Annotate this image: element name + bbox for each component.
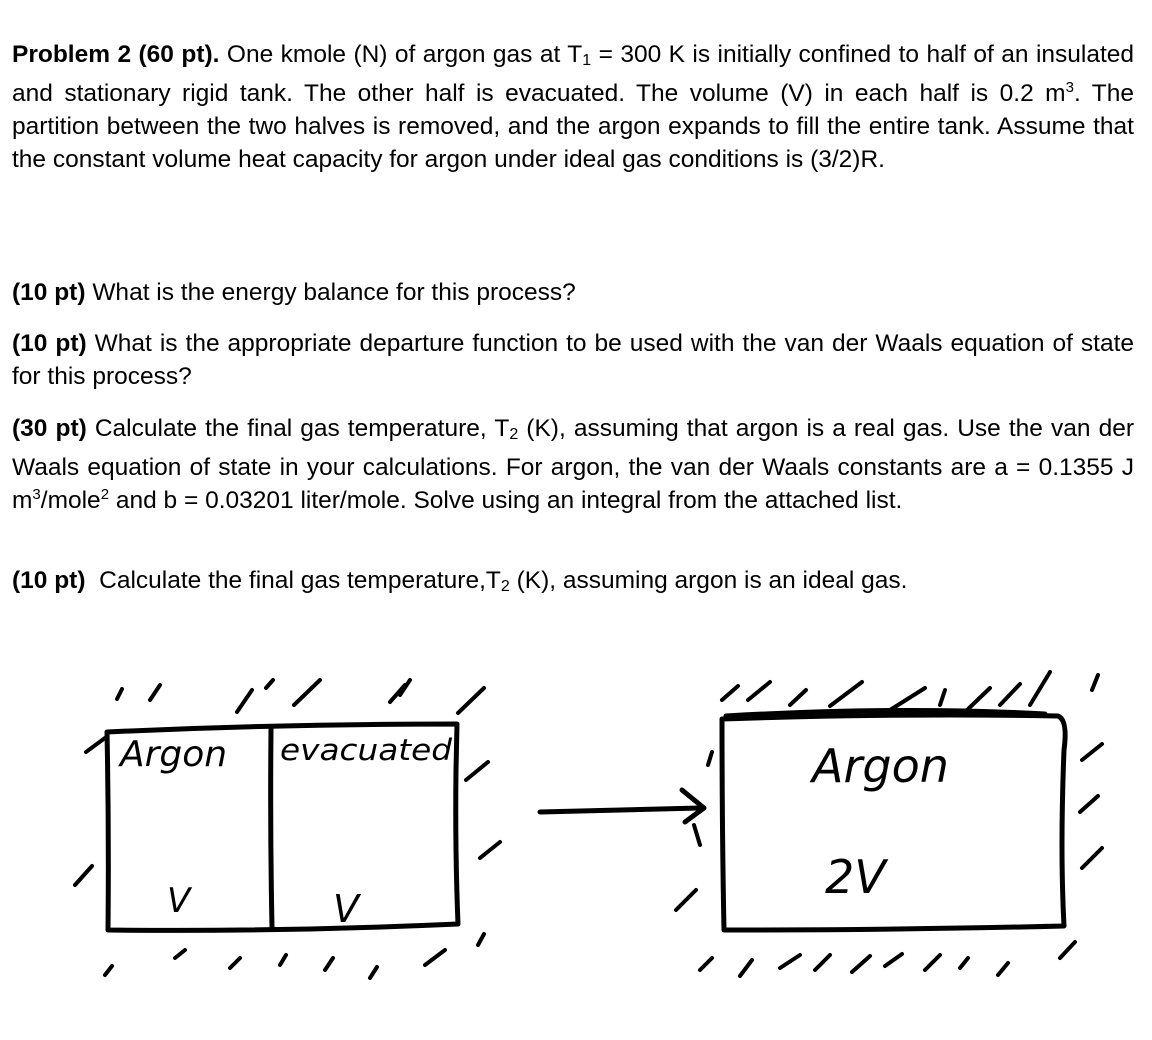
question-1 — [12, 276, 1134, 309]
t2-subscript: 2 — [509, 426, 519, 443]
question-3 — [12, 412, 1134, 517]
right-tank-volume-label: 2V — [825, 850, 886, 904]
question-4-points: (10 pt) — [12, 567, 86, 594]
question-2-text: What is the appropriate departure function to be used with the van der Waals equation of state for this process? — [12, 330, 1135, 390]
t1-subscript: 1 — [582, 52, 592, 69]
left-tank-argon-label: Argon — [120, 734, 228, 775]
question-1-text: What is the energy balance for this process? — [92, 279, 576, 306]
intro-superscript: 3 — [1065, 79, 1074, 96]
question-3-text-b: (K), assuming that argon is a real gas. Use the van der Waals equation of state in your calculations. For argon, the van der Waals constants are a = 0.1355 J m — [12, 415, 1134, 514]
problem-statement — [12, 38, 1134, 176]
question-3-text-a: Calculate the final gas temperature, T — [94, 415, 510, 442]
intro-text-3: . The partition between the two halves is removed, and the argon expands to fill the entire tank. Assume that the constant volume heat capacity for argon under ideal gas conditions is (3/2)R. — [12, 80, 1134, 173]
mole2-superscript: 2 — [100, 486, 110, 503]
question-4 — [12, 564, 1134, 603]
intro-text-1: One kmole (N) of argon gas at T — [226, 41, 583, 68]
intro-text-2: = 300 K is initially confined to half of an insulated and stationary rigid tank. The other half is evacuated. The volume (V) in each half is 0.2 m — [12, 41, 1135, 107]
expansion-diagram — [0, 650, 1152, 1040]
left-tank-volume-label: V — [167, 881, 191, 921]
t2-subscript-ideal: 2 — [500, 578, 510, 595]
question-2 — [12, 327, 1134, 393]
problem-heading: Problem 2 (60 pt). — [12, 41, 220, 68]
question-3-text-c: /mole — [40, 487, 101, 514]
question-1-points: (10 pt) — [12, 279, 86, 306]
right-half-volume-label: V — [333, 887, 359, 931]
question-3-text-d: and b = 0.03201 liter/mole. Solve using an integral from the attached list. — [115, 487, 903, 514]
question-4-text-a: Calculate the final gas temperature,T — [99, 567, 501, 594]
question-2-points: (10 pt) — [12, 330, 87, 357]
question-3-points: (30 pt) — [12, 415, 87, 442]
m3-superscript: 3 — [32, 486, 41, 503]
left-tank-evacuated-label: evacuated — [280, 733, 453, 767]
tank-partition — [271, 729, 272, 927]
expansion-arrow-line — [540, 808, 700, 812]
right-tank-argon-label: Argon — [812, 739, 949, 793]
question-4-text-b: (K), assuming argon is an ideal gas. — [516, 567, 908, 594]
